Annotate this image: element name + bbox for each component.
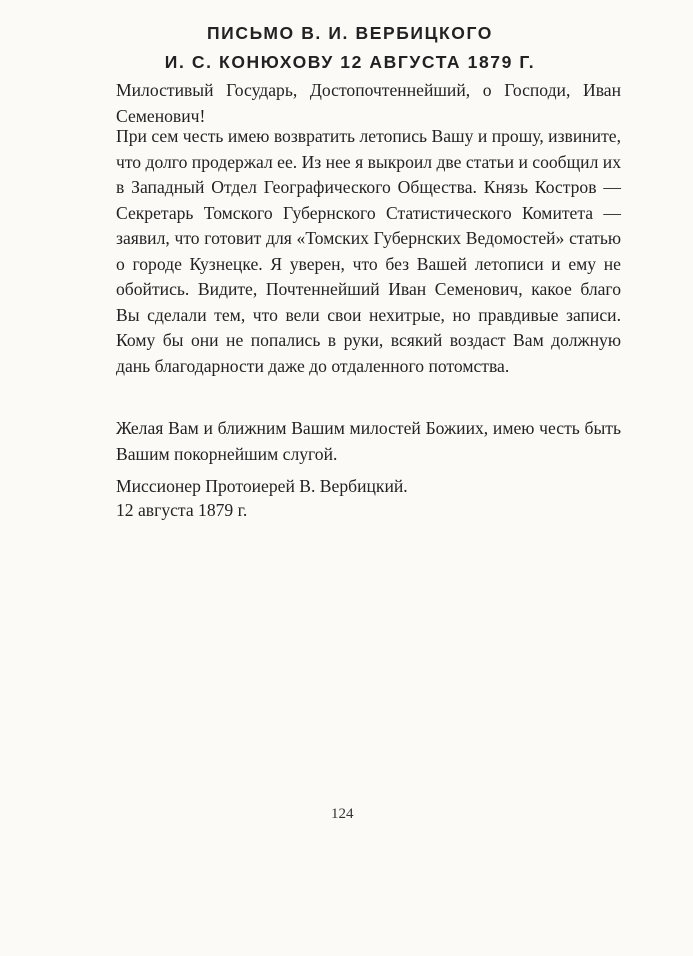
signature-author: Миссионер Протоиерей В. Вербицкий. — [116, 476, 408, 496]
salutation-paragraph: Милостивый Государь, Достопочтеннейший, о Господи, Иван Семенович! — [116, 80, 621, 126]
letter-title-line-2: И. С. КОНЮХОВУ 12 АВГУСТА 1879 Г. — [164, 52, 536, 72]
page-number: 124 — [331, 806, 354, 822]
letter-title-line-1: ПИСЬМО В. И. ВЕРБИЦКОГО — [207, 23, 493, 43]
signature-date: 12 августа 1879 г. — [116, 500, 248, 520]
body-paragraph: При сем честь имею возвратить летопись Вашу и прошу, извините, что долго продержал ее. Из нее я выкроил две статьи и сообщил их в Западный Отдел Географического Общества. Князь Костров — Секретарь Томского Губернского Статистического Комитета — заявил, что готовит для «Томских Губернских Ведомостей» статью о городе Кузнецке. Я уверен, что без Вашей летописи и ему не обойтись. Видите, Почтеннейший Иван Семенович, какое благо Вы сделали тем, что вели свои нехитрые, но правдивые записи. Кому бы они не попались в руки, всякий воздаст Вам должную дань благодарности даже до отдаленного потомства. — [116, 126, 621, 376]
closing-paragraph: Желая Вам и ближним Вашим милостей Божиих, имею честь быть Вашим покорнейшим слугой. — [116, 418, 621, 464]
